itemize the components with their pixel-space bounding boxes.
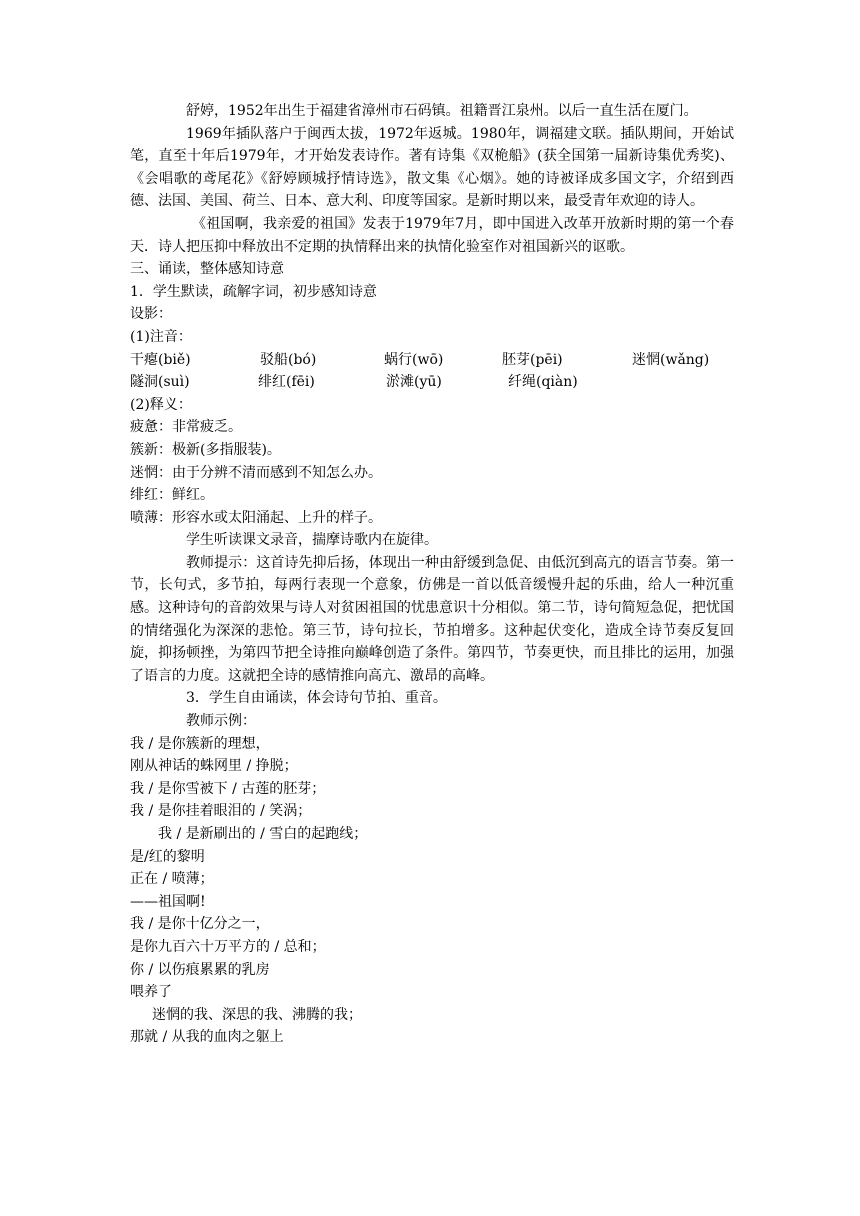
definition-item: 簇新：极新(多指服装)。 [130,441,281,458]
poem-line: 是/红的黎明 [130,848,205,865]
shiyi-title: (2)释义： [130,396,192,413]
example-title: 教师示例： [186,713,256,730]
shading-label: 设影： [130,306,172,323]
intro-paragraph-3: 《祖国啊，我亲爱的祖国》发表于1979年7月，即中国进入改革开放新时期的第一个春天．诗人把压抑中释放出不定期的执情释出来的执情化验室作对祖国新兴的讴歌。 [130,215,734,255]
poem-line: ——祖国啊! [130,893,206,910]
listen-instruction: 学生听读课文录音，揣摩诗歌内在旋律。 [186,532,438,549]
definition-item: 迷惘：由于分辨不清而感到不知怎么办。 [130,464,382,481]
poem-line: 刚从神话的蛛网里 / 挣脱； [130,758,298,775]
zhuyin-item: 蜗行(wō) [384,351,444,368]
poem-line: 我 / 是新刷出的 / 雪白的起跑线； [158,826,368,842]
zhuyin-item: 隧洞(suì) [130,374,190,391]
poem-line: 我 / 是你十亿分之一， [130,916,270,933]
zhuyin-row-1 [130,349,734,372]
zhuyin-row-2 [130,371,734,394]
document-body [130,100,734,1049]
poem-line: 是你九百六十万平方的 / 总和； [130,938,326,955]
zhuyin-title: (1)注音： [130,328,192,345]
section-heading: 三、诵读，整体感知诗意 [130,261,284,278]
zhuyin-item: 驳船(bó) [260,351,317,368]
zhuyin-item: 纤绳(qiàn) [508,374,578,391]
teacher-hint: 教师提示：这首诗先抑后扬，体现出一种由舒缓到急促、由低沉到高亢的语言节奏。第一节，长句式，多节拍，每两行表现一个意象，仿佛是一首以低音缓慢升起的乐曲，给人一种沉重感。这种诗句的音韵效果与诗人对贫困祖国的忧患意识十分相似。第二节，诗句简短急促，把忧国的情绪强化为深深的悲怆。第三节，诗句拉长，节拍增多。这种起伏变化，造成全诗节奏反复回旋，抑扬顿挫，为第四节把全诗推向巅峰创造了条件。第四节，节奏更快，而且排比的运用，加强了语言的力度。这就把全诗的感情推向高亢、激昂的高峰。 [130,554,734,684]
intro-paragraph-1: 舒婷，1952年出生于福建省漳州市石码镇。祖籍晋江泉州。以后一直生活在厦门。 [186,103,698,119]
poem-line: 我 / 是你雪被下 / 古莲的胚芽； [130,780,326,797]
zhuyin-item: 淤滩(yū) [386,374,442,391]
poem-line: 喂养了 [130,984,172,1001]
poem-line: 迷惘的我、深思的我、沸腾的我； [152,1006,362,1023]
poem-line: 我 / 是你挂着眼泪的 / 笑涡； [130,803,312,820]
poem-line: 那就 / 从我的血肉之躯上 [130,1029,284,1046]
zhuyin-item: 胚芽(pēi) [502,351,563,368]
definition-item: 疲惫：非常疲乏。 [130,419,242,436]
poem-line: 你 / 以伤痕累累的乳房 [130,961,270,978]
definition-item: 绯红：鲜红。 [130,487,214,504]
definition-item: 喷薄：形容水或太阳涌起、上升的样子。 [130,509,382,526]
intro-paragraph-2: 1969年插队落户于闽西太拔，1972年返城。1980年，调福建文联。插队期间，开始试笔，直至十年后1979年，才开始发表诗作。著有诗集《双桅船》(获全国第一届新诗集优秀奖)、《会唱歌的鸢尾花》《舒婷顾城抒情诗选》，散文集《心烟》。她的诗被译成多国文字，介绍到西德、法国、美国、荷兰、日本、意大利、印度等国家。是新时期以来，最受青年欢迎的诗人。 [130,125,734,210]
poem-line: 正在 / 喷薄； [130,871,214,888]
zhuyin-item: 干瘪(biě) [130,351,191,368]
poem-line: 我 / 是你簇新的理想， [130,735,270,752]
step-3: 3．学生自由诵读，体会诗句节拍、重音。 [186,690,447,707]
step-1: 1．学生默读，疏解字词，初步感知诗意 [130,283,377,300]
zhuyin-item: 迷惘(wǎng) [632,351,710,368]
zhuyin-item: 绯红(fēi) [258,374,315,391]
